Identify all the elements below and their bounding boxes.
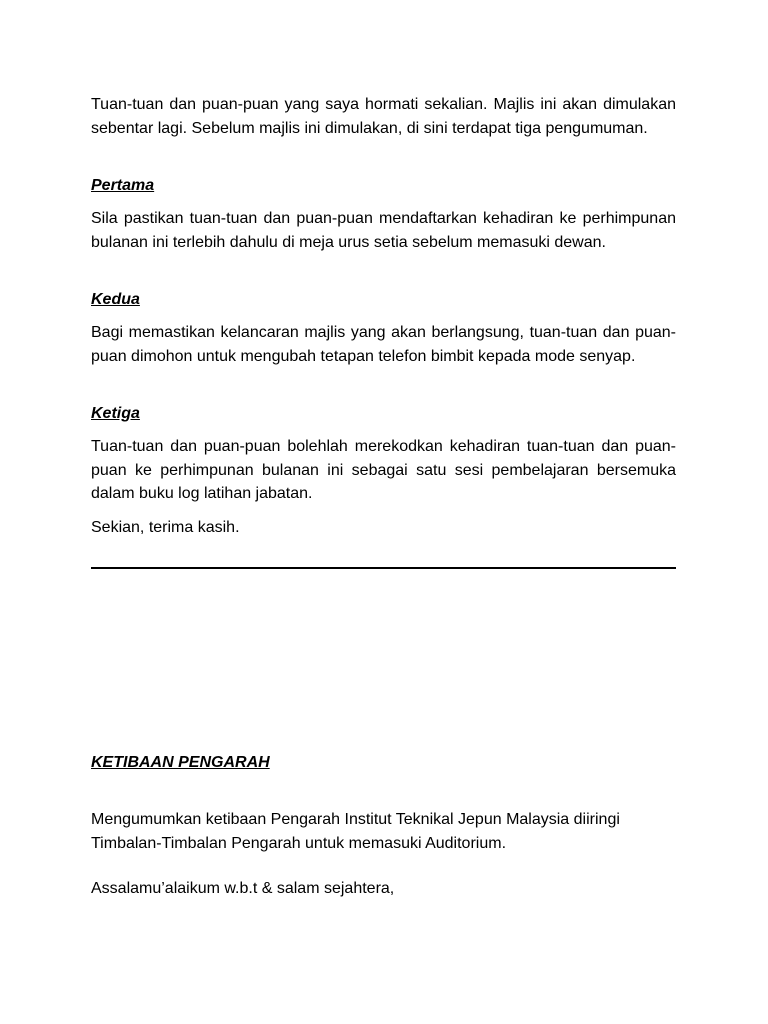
greeting-line: Assalamu’alaikum w.b.t & salam sejahtera, <box>91 880 395 897</box>
heading-pertama: Pertama <box>91 177 155 194</box>
closing-line: Sekian, terima kasih. <box>91 519 240 536</box>
section-divider <box>91 567 676 569</box>
paragraph-pertama: Sila pastikan tuan-tuan dan puan-puan mendaftarkan kehadiran ke perhimpunan bulanan ini terlebih dahulu di meja urus setia sebelum memasuki dewan. <box>91 210 676 251</box>
paragraph-ketiga: Tuan-tuan dan puan-puan bolehlah merekodkan kehadiran tuan-tuan dan puan-puan ke perhimpunan bulanan ini sebagai satu sesi pembelajaran bersemuka dalam buku log latihan jabatan. <box>91 438 676 502</box>
heading-ketiga: Ketiga <box>91 405 140 422</box>
heading-kedua: Kedua <box>91 291 140 308</box>
intro-paragraph: Tuan-tuan dan puan-puan yang saya hormati sekalian. Majlis ini akan dimulakan sebentar lagi. Sebelum majlis ini dimulakan, di sini terdapat tiga pengumuman. <box>91 96 676 137</box>
arrival-paragraph: Mengumumkan ketibaan Pengarah Institut Teknikal Jepun Malaysia diiringi Timbalan-Timbalan Pengarah untuk memasuki Auditorium. <box>91 811 620 852</box>
paragraph-kedua: Bagi memastikan kelancaran majlis yang akan berlangsung, tuan-tuan dan puan-puan dimohon untuk mengubah tetapan telefon bimbit kepada mode senyap. <box>91 324 676 365</box>
arrival-heading: KETIBAAN PENGARAH <box>91 754 270 771</box>
